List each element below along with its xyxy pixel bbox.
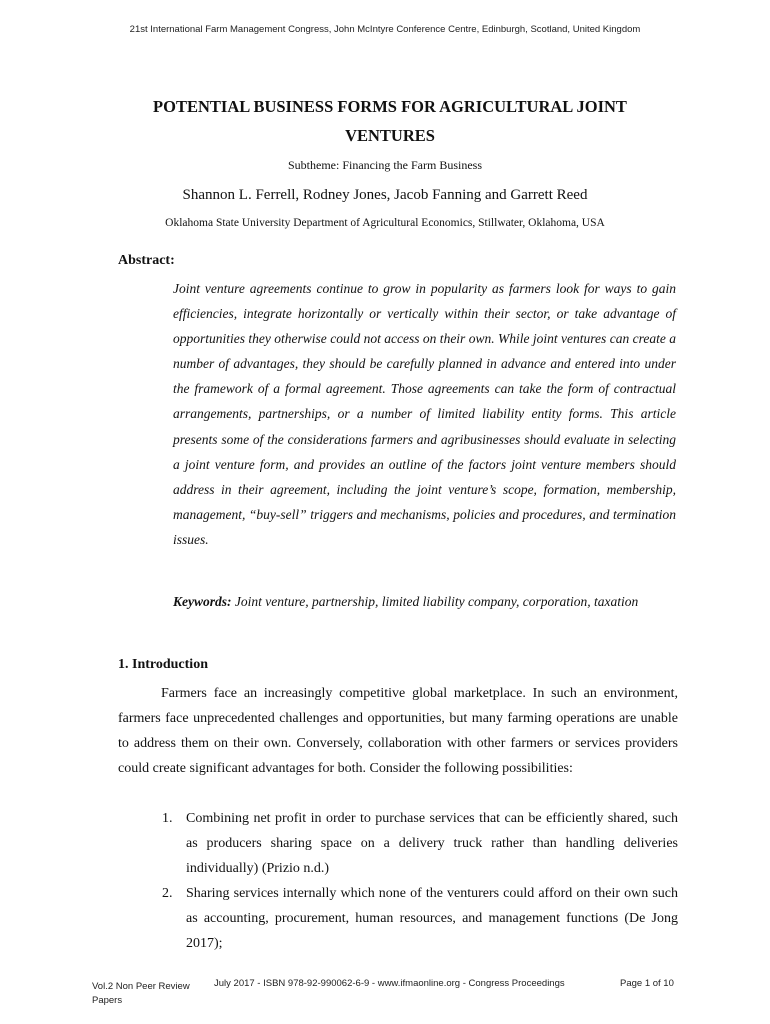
list-item-number: 2. — [162, 886, 173, 902]
keywords-text: Joint venture, partnership, limited liability company, corporation, taxation — [234, 594, 639, 609]
running-header: 21st International Farm Management Congress, John McIntyre Conference Centre, Edinburgh, Scotland, United Kingdom — [129, 24, 641, 35]
introduction-heading: 1. Introduction — [118, 657, 208, 672]
abstract-body: Joint venture agreements continue to grow in popularity as farmers look for ways to gain efficiencies, integrate horizontally or vertically within their sector, or take advantage of opportunities they otherwise could not access on their own. While joint ventures can create a number of advantages, they should be carefully planned in advance and entered into under the framework of a formal agreement. Those agreements can take the form of contractual arrangements, partnerships, or a number of limited liability entity forms. This article presents some of the considerations farmers and agribusinesses should evaluate in selecting a joint venture form, and provides an outline of the factors joint venture members should address in their agreement, including the joint venture’s scope, formation, membership, management, “buy-sell” triggers and mechanisms, policies and procedures, and termination issues. — [173, 281, 676, 547]
list-item-text: Combining net profit in order to purchase services that can be efficiently shared, such as producers sharing space on a delivery truck rather than handling deliveries individually) (Prizio n.d.) — [186, 811, 678, 877]
subtheme: Subtheme: Financing the Farm Business — [288, 158, 482, 172]
authors: Shannon L. Ferrell, Rodney Jones, Jacob Fanning and Garrett Reed — [182, 187, 588, 203]
list-item-number: 1. — [162, 811, 173, 826]
list-item — [140, 806, 678, 881]
list-item-text: Sharing services internally which none of the venturers could afford on their own such as accounting, procurement, human resources, and management functions (De Jong 2017); — [186, 886, 678, 952]
abstract-heading: Abstract: — [118, 253, 175, 268]
footer-proceedings: July 2017 - ISBN 978-92-990062-6-9 - www.ifmaonline.org - Congress Proceedings — [214, 978, 565, 989]
footer-volume: Vol.2 Non Peer Review Papers — [92, 981, 190, 1006]
introduction-paragraph: Farmers face an increasingly competitive global marketplace. In such an environment, farmers face unprecedented challenges and opportunities, but many farming operations are unable to address them on their own. Conversely, collaboration with other farmers or services providers could create significant advantages for both. Consider the following possibilities: — [118, 686, 678, 777]
affiliation: Oklahoma State University Department of Agricultural Economics, Stillwater, Oklahoma, USA — [165, 217, 605, 229]
keywords — [173, 589, 676, 614]
footer-page-number: Page 1 of 10 — [620, 978, 674, 989]
keywords-label: Keywords: — [173, 594, 232, 609]
paper-title: POTENTIAL BUSINESS FORMS FOR AGRICULTURAL JOINT VENTURES — [153, 97, 627, 145]
list-item — [140, 881, 678, 956]
possibilities-list — [140, 806, 678, 957]
